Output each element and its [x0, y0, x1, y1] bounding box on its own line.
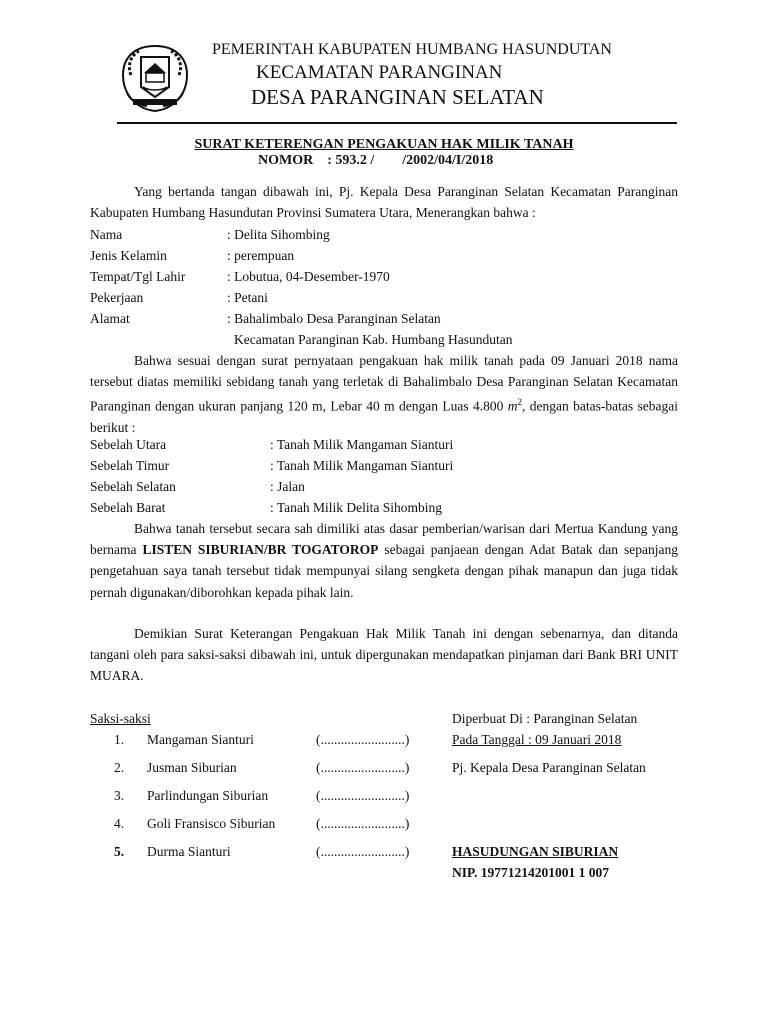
- ownership-text: Bahwa tanah tersebut secara sah dimiliki atas dasar pemberian/warisan dari Mertua Kandung yang bernama: [90, 521, 678, 558]
- border-south-label: Sebelah Selatan: [90, 479, 176, 494]
- signatory-name: HASUDUNGAN SIBURIAN: [452, 844, 619, 859]
- border-north-label: Sebelah Utara: [90, 437, 167, 452]
- identity-gender-label: Jenis Kelamin: [90, 248, 167, 263]
- identity-job-label: Pekerjaan: [90, 290, 144, 305]
- identity-address-line2: Kecamatan Paranginan Kab. Humbang Hasundutan: [234, 332, 513, 347]
- land-text-tail: , dengan batas-batas sebagai berikut :: [90, 398, 679, 436]
- intro-text: Yang bertanda tangan dibawah ini, Pj. Kepala Desa Paranginan Selatan Kecamatan Paranginan Kabupaten Humbang Hasundutan Provinsi Sumatera Utara, Menerangkan bahwa :: [90, 184, 678, 221]
- header-district: KECAMATAN PARANGINAN: [256, 62, 503, 83]
- issued-place: Diperbuat Di : Paranginan Selatan: [452, 711, 638, 726]
- closing-text: Demikian Surat Keterangan Pengakuan Hak Milik Tanah ini dengan sebenarnya, dan ditanda tangani oleh para saksi-saksi dibawah ini, untuk dipergunakan mendapatkan pinjaman dari Bank BRI UNIT MUARA.: [90, 626, 678, 684]
- intro-paragraph: [90, 181, 678, 223]
- identity-address-label: Alamat: [90, 311, 130, 326]
- ownership-text-tail: sebagai panjaean dengan Adat Batak dan sepanjang pengetahuan saya tanah tersebut tidak mempunyai silang sengketa dengan pihak manapun dan juga tidak pernah digunakan/diborohkan kepada pihak lain.: [90, 542, 678, 600]
- identity-address-value: : Bahalimbalo Desa Paranginan Selatan: [227, 311, 441, 326]
- header-government: PEMERINTAH KABUPATEN HUMBANG HASUNDUTAN: [212, 41, 612, 58]
- letter-number: NOMOR : 593.2 / /2002/04/I/2018: [258, 153, 494, 168]
- land-text: Bahwa sesuai dengan surat pernyataan pengakuan hak milik tanah pada 09 Januari 2018 nama tersebut diatas memiliki sebidang tanah yang terletak di Bahalimbalo Desa Paranginan Selatan Kecamatan Paranginan dengan ukuran panjang 120 m, Lebar 40 m dengan Luas 4.800: [90, 353, 678, 414]
- identity-job-value: : Petani: [227, 290, 268, 305]
- witness-number: 4.: [114, 816, 125, 831]
- witness-number: 2.: [114, 760, 125, 775]
- header-village: DESA PARANGINAN SELATAN: [251, 85, 544, 109]
- witness-name: Parlindungan Siburian: [147, 788, 269, 803]
- witness-name: Durma Sianturi: [147, 844, 231, 859]
- border-west-label: Sebelah Barat: [90, 500, 166, 515]
- border-south-value: : Jalan: [270, 479, 305, 494]
- witness-signature: (.........................): [316, 816, 410, 831]
- witness-number: 1.: [114, 732, 125, 747]
- witness-signature: (.........................): [316, 760, 410, 775]
- identity-gender-value: : perempuan: [227, 248, 295, 263]
- closing-paragraph: [90, 623, 678, 687]
- unit-m: m: [507, 398, 518, 414]
- identity-name-label: Nama: [90, 227, 123, 242]
- signatory-nip: NIP. 19771214201001 1 007: [452, 865, 610, 880]
- border-north-value: : Tanah Milik Mangaman Sianturi: [270, 437, 454, 452]
- witnesses-title: Saksi-saksi: [90, 711, 151, 726]
- header-divider: [117, 122, 677, 124]
- border-west-value: : Tanah Milik Delita Sihombing: [270, 500, 443, 515]
- witness-signature: (.........................): [316, 788, 410, 803]
- witness-signature: (.........................): [316, 844, 410, 859]
- witness-signature: (.........................): [316, 732, 410, 747]
- heir-name: LISTEN SIBURIAN/BR TOGATOROP: [142, 542, 379, 558]
- identity-birth-label: Tempat/Tgl Lahir: [90, 269, 186, 284]
- witness-name: Goli Fransisco Siburian: [147, 816, 276, 831]
- identity-name-value: : Delita Sihombing: [227, 227, 330, 242]
- signatory-office: Pj. Kepala Desa Paranginan Selatan: [452, 760, 646, 775]
- issued-date: Pada Tanggal : 09 Januari 2018: [452, 732, 622, 747]
- identity-birth-value: : Lobutua, 04-Desember-1970: [227, 269, 390, 284]
- witness-name: Mangaman Sianturi: [147, 732, 254, 747]
- unit-exponent: 2: [517, 397, 523, 408]
- witness-number: 5.: [114, 844, 125, 859]
- witness-number: 3.: [114, 788, 125, 803]
- ownership-paragraph: [90, 518, 678, 603]
- land-paragraph: [90, 350, 678, 438]
- witness-name: Jusman Siburian: [147, 760, 237, 775]
- border-east-value: : Tanah Milik Mangaman Sianturi: [270, 458, 454, 473]
- regency-emblem-logo: [117, 43, 193, 113]
- letter-title: SURAT KETERENGAN PENGAKUAN HAK MILIK TANAH: [194, 137, 574, 152]
- border-east-label: Sebelah Timur: [90, 458, 170, 473]
